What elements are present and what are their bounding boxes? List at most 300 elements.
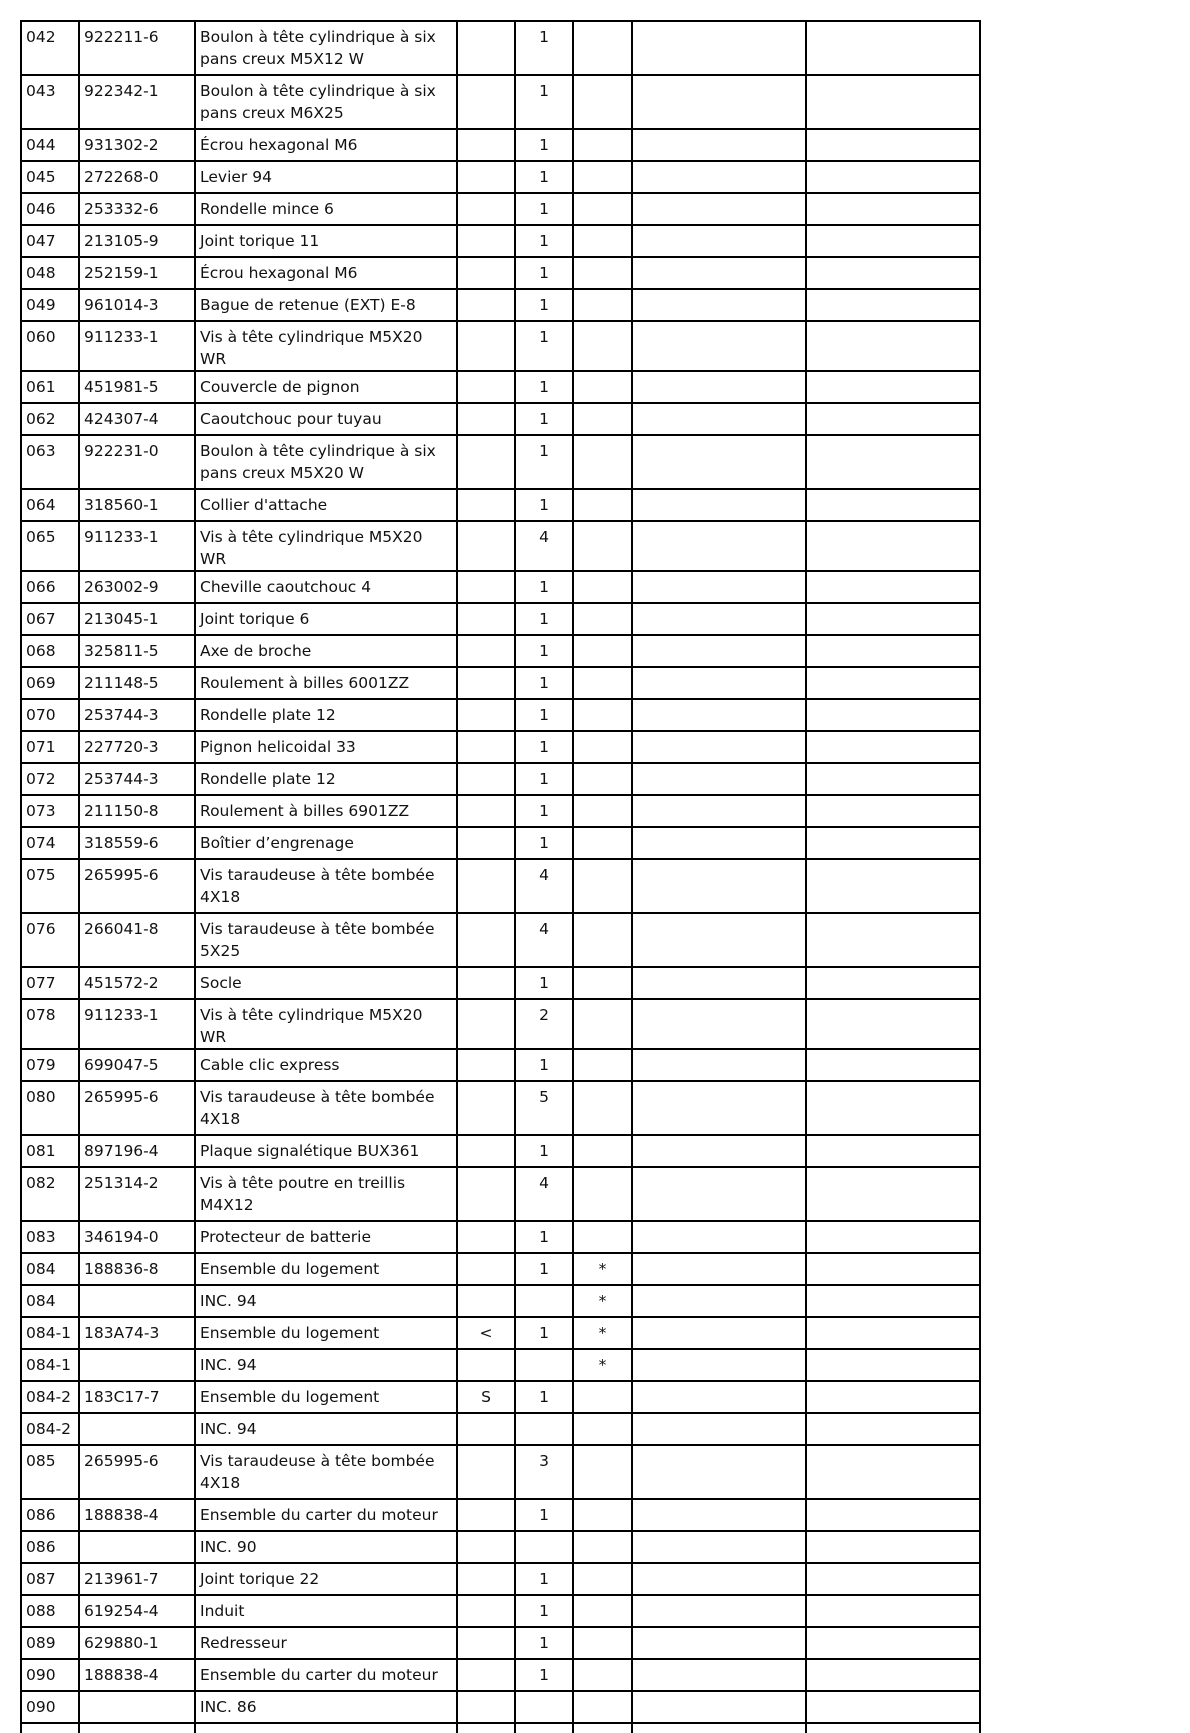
quantity-cell: 1	[515, 1135, 573, 1167]
empty-cell	[806, 1081, 980, 1135]
table-row	[21, 129, 980, 161]
description-cell: Caoutchouc pour tuyau	[195, 403, 457, 435]
part-number-cell	[79, 1691, 195, 1723]
item-number-cell: 075	[21, 859, 79, 913]
part-number-cell	[79, 1531, 195, 1563]
item-number-cell: 072	[21, 763, 79, 795]
quantity-cell: 1	[515, 1049, 573, 1081]
note-cell	[457, 999, 515, 1049]
quantity-cell: 4	[515, 913, 573, 967]
item-number-cell: 063	[21, 435, 79, 489]
item-number-cell: 068	[21, 635, 79, 667]
item-number-cell: 047	[21, 225, 79, 257]
table-row	[21, 859, 980, 913]
mark-cell	[573, 1627, 632, 1659]
empty-cell	[632, 1349, 806, 1381]
quantity-cell: 1	[515, 699, 573, 731]
quantity-cell: 1	[515, 403, 573, 435]
empty-cell	[632, 1691, 806, 1723]
quantity-cell: 1	[515, 967, 573, 999]
table-row	[21, 1049, 980, 1081]
quantity-cell: 1	[515, 371, 573, 403]
note-cell	[457, 1221, 515, 1253]
item-number-cell: 076	[21, 913, 79, 967]
table-row	[21, 1627, 980, 1659]
quantity-cell	[515, 1691, 573, 1723]
empty-cell	[632, 1723, 806, 1733]
empty-cell	[632, 1049, 806, 1081]
part-number-cell: 211150-8	[79, 795, 195, 827]
note-cell	[457, 859, 515, 913]
empty-cell	[632, 1445, 806, 1499]
note-cell	[457, 225, 515, 257]
description-cell: Vis à tête cylindrique M5X20 WR	[195, 999, 457, 1049]
mark-cell	[573, 435, 632, 489]
empty-cell	[806, 21, 980, 75]
table-row	[21, 1531, 980, 1563]
description-cell: Écrou hexagonal M6	[195, 129, 457, 161]
empty-cell	[632, 1221, 806, 1253]
note-cell	[457, 1659, 515, 1691]
table-row	[21, 161, 980, 193]
empty-cell	[806, 225, 980, 257]
empty-cell	[806, 75, 980, 129]
mark-cell	[573, 731, 632, 763]
table-row	[21, 289, 980, 321]
empty-cell	[806, 1253, 980, 1285]
mark-cell: *	[573, 1349, 632, 1381]
note-cell	[457, 795, 515, 827]
part-number-cell: 183C17-7	[79, 1381, 195, 1413]
empty-cell	[632, 1531, 806, 1563]
part-number-cell: 619254-4	[79, 1595, 195, 1627]
note-cell	[457, 371, 515, 403]
description-cell: Joint torique 11	[195, 225, 457, 257]
mark-cell	[573, 75, 632, 129]
mark-cell	[573, 1167, 632, 1221]
item-number-cell: 065	[21, 521, 79, 571]
item-number-cell: 074	[21, 827, 79, 859]
part-number-cell: 272268-0	[79, 161, 195, 193]
note-cell	[457, 21, 515, 75]
item-number-cell: 064	[21, 489, 79, 521]
part-number-cell: 251314-2	[79, 1167, 195, 1221]
table-row-cut-off	[21, 1723, 980, 1733]
description-cell: INC. 86	[195, 1691, 457, 1723]
table-row	[21, 1221, 980, 1253]
description-cell: Vis à tête poutre en treillis M4X12	[195, 1167, 457, 1221]
parts-table	[20, 20, 981, 1733]
item-number-cell: 077	[21, 967, 79, 999]
empty-cell	[632, 763, 806, 795]
description-cell: Protecteur de batterie	[195, 1221, 457, 1253]
description-cell: INC. 94	[195, 1285, 457, 1317]
part-number-cell: 213105-9	[79, 225, 195, 257]
table-row	[21, 1691, 980, 1723]
mark-cell	[573, 827, 632, 859]
mark-cell	[573, 1595, 632, 1627]
mark-cell	[573, 1499, 632, 1531]
empty-cell	[806, 763, 980, 795]
empty-cell	[632, 225, 806, 257]
empty-cell	[806, 371, 980, 403]
empty-cell	[806, 489, 980, 521]
quantity-cell: 1	[515, 129, 573, 161]
item-number-cell: 086	[21, 1499, 79, 1531]
description-cell: Ensemble du logement	[195, 1253, 457, 1285]
item-number-cell: 082	[21, 1167, 79, 1221]
note-cell	[457, 1167, 515, 1221]
empty-cell	[632, 913, 806, 967]
table-row	[21, 75, 980, 129]
parts-table-body	[21, 21, 980, 1733]
quantity-cell: 1	[515, 731, 573, 763]
mark-cell	[573, 1081, 632, 1135]
description-cell: Plaque signalétique BUX361	[195, 1135, 457, 1167]
note-cell	[457, 435, 515, 489]
table-row	[21, 1659, 980, 1691]
empty-cell	[632, 635, 806, 667]
part-number-cell: 213961-7	[79, 1563, 195, 1595]
table-row	[21, 1167, 980, 1221]
description-cell: Ensemble du carter du moteur	[195, 1499, 457, 1531]
table-row	[21, 603, 980, 635]
empty-cell	[806, 859, 980, 913]
empty-cell	[632, 129, 806, 161]
mark-cell	[573, 699, 632, 731]
mark-cell	[573, 603, 632, 635]
empty-cell	[806, 731, 980, 763]
table-row	[21, 1413, 980, 1445]
description-cell: Vis à tête cylindrique M5X20 WR	[195, 521, 457, 571]
empty-cell	[632, 795, 806, 827]
quantity-cell	[515, 1285, 573, 1317]
table-row	[21, 795, 980, 827]
empty-cell	[632, 667, 806, 699]
empty-cell	[806, 999, 980, 1049]
empty-cell	[806, 1049, 980, 1081]
item-number-cell: 084-1	[21, 1317, 79, 1349]
table-row	[21, 1381, 980, 1413]
note-cell	[457, 321, 515, 371]
empty-cell	[806, 913, 980, 967]
quantity-cell: 1	[515, 1317, 573, 1349]
quantity-cell: 1	[515, 321, 573, 371]
mark-cell	[573, 1381, 632, 1413]
empty-cell	[632, 1413, 806, 1445]
quantity-cell	[515, 1413, 573, 1445]
part-number-cell: 931302-2	[79, 129, 195, 161]
mark-cell	[573, 571, 632, 603]
mark-cell	[573, 967, 632, 999]
description-cell: Axe de broche	[195, 635, 457, 667]
quantity-cell: 1	[515, 827, 573, 859]
quantity-cell: 1	[515, 75, 573, 129]
part-number-cell: 325811-5	[79, 635, 195, 667]
table-row	[21, 1595, 980, 1627]
empty-cell	[806, 1445, 980, 1499]
description-cell: Pignon helicoidal 33	[195, 731, 457, 763]
empty-cell	[195, 1723, 457, 1733]
quantity-cell: 1	[515, 1499, 573, 1531]
table-row	[21, 731, 980, 763]
empty-cell	[632, 1167, 806, 1221]
note-cell	[457, 75, 515, 129]
quantity-cell: 1	[515, 1627, 573, 1659]
description-cell: Cheville caoutchouc 4	[195, 571, 457, 603]
note-cell	[457, 1049, 515, 1081]
item-number-cell: 045	[21, 161, 79, 193]
empty-cell	[515, 1723, 573, 1733]
empty-cell	[806, 699, 980, 731]
note-cell	[457, 1253, 515, 1285]
table-row	[21, 403, 980, 435]
note-cell	[457, 913, 515, 967]
item-number-cell: 073	[21, 795, 79, 827]
empty-cell	[632, 999, 806, 1049]
empty-cell	[806, 1691, 980, 1723]
empty-cell	[632, 1253, 806, 1285]
table-row	[21, 699, 980, 731]
quantity-cell: 1	[515, 193, 573, 225]
part-number-cell	[79, 1285, 195, 1317]
note-cell	[457, 489, 515, 521]
empty-cell	[632, 859, 806, 913]
part-number-cell: 451572-2	[79, 967, 195, 999]
empty-cell	[632, 257, 806, 289]
part-number-cell	[79, 1349, 195, 1381]
empty-cell	[806, 435, 980, 489]
description-cell: Levier 94	[195, 161, 457, 193]
quantity-cell: 1	[515, 21, 573, 75]
description-cell: Redresseur	[195, 1627, 457, 1659]
part-number-cell: 451981-5	[79, 371, 195, 403]
part-number-cell: 183A74-3	[79, 1317, 195, 1349]
note-cell	[457, 1081, 515, 1135]
mark-cell	[573, 999, 632, 1049]
item-number-cell: 066	[21, 571, 79, 603]
note-cell	[457, 1563, 515, 1595]
table-row	[21, 763, 980, 795]
table-row	[21, 913, 980, 967]
description-cell: Roulement à billes 6901ZZ	[195, 795, 457, 827]
mark-cell	[573, 225, 632, 257]
empty-cell	[806, 1627, 980, 1659]
empty-cell	[806, 635, 980, 667]
part-number-cell: 252159-1	[79, 257, 195, 289]
table-row	[21, 257, 980, 289]
mark-cell	[573, 667, 632, 699]
part-number-cell: 265995-6	[79, 1445, 195, 1499]
empty-cell	[806, 129, 980, 161]
description-cell: Boîtier d’engrenage	[195, 827, 457, 859]
empty-cell	[632, 1081, 806, 1135]
mark-cell	[573, 371, 632, 403]
description-cell: Écrou hexagonal M6	[195, 257, 457, 289]
mark-cell	[573, 321, 632, 371]
empty-cell	[632, 1381, 806, 1413]
quantity-cell	[515, 1531, 573, 1563]
table-row	[21, 967, 980, 999]
description-cell: Ensemble du logement	[195, 1317, 457, 1349]
description-cell: Socle	[195, 967, 457, 999]
table-row	[21, 1253, 980, 1285]
note-cell	[457, 521, 515, 571]
description-cell: Ensemble du carter du moteur	[195, 1659, 457, 1691]
empty-cell	[632, 1499, 806, 1531]
mark-cell	[573, 21, 632, 75]
empty-cell	[632, 489, 806, 521]
table-row	[21, 1285, 980, 1317]
empty-cell	[632, 731, 806, 763]
quantity-cell: 1	[515, 763, 573, 795]
description-cell: Rondelle plate 12	[195, 763, 457, 795]
item-number-cell: 084-2	[21, 1413, 79, 1445]
item-number-cell: 086	[21, 1531, 79, 1563]
quantity-cell	[515, 1349, 573, 1381]
note-cell	[457, 635, 515, 667]
note-cell	[457, 1349, 515, 1381]
mark-cell	[573, 1659, 632, 1691]
empty-cell	[573, 1723, 632, 1733]
quantity-cell: 1	[515, 225, 573, 257]
item-number-cell: 085	[21, 1445, 79, 1499]
table-row	[21, 521, 980, 571]
description-cell: Collier d'attache	[195, 489, 457, 521]
empty-cell	[806, 1349, 980, 1381]
note-cell	[457, 1413, 515, 1445]
mark-cell	[573, 1221, 632, 1253]
mark-cell	[573, 489, 632, 521]
empty-cell	[806, 1135, 980, 1167]
table-row	[21, 1349, 980, 1381]
empty-cell	[806, 403, 980, 435]
item-number-cell: 087	[21, 1563, 79, 1595]
mark-cell	[573, 403, 632, 435]
part-number-cell: 265995-6	[79, 859, 195, 913]
mark-cell	[573, 763, 632, 795]
part-number-cell: 897196-4	[79, 1135, 195, 1167]
quantity-cell: 1	[515, 1659, 573, 1691]
empty-cell	[632, 1135, 806, 1167]
quantity-cell: 1	[515, 257, 573, 289]
description-cell: Vis taraudeuse à tête bombée 4X18	[195, 859, 457, 913]
quantity-cell: 1	[515, 1563, 573, 1595]
quantity-cell: 1	[515, 1253, 573, 1285]
part-number-cell: 188838-4	[79, 1499, 195, 1531]
mark-cell	[573, 1691, 632, 1723]
item-number-cell: 071	[21, 731, 79, 763]
part-number-cell	[79, 1413, 195, 1445]
item-number-cell: 069	[21, 667, 79, 699]
part-number-cell: 318560-1	[79, 489, 195, 521]
mark-cell	[573, 521, 632, 571]
item-number-cell: 084-2	[21, 1381, 79, 1413]
part-number-cell: 213045-1	[79, 603, 195, 635]
table-row	[21, 1081, 980, 1135]
note-cell	[457, 827, 515, 859]
mark-cell	[573, 257, 632, 289]
description-cell: Boulon à tête cylindrique à six pans creux M5X20 W	[195, 435, 457, 489]
item-number-cell: 089	[21, 1627, 79, 1659]
quantity-cell: 1	[515, 667, 573, 699]
mark-cell	[573, 129, 632, 161]
table-row	[21, 1499, 980, 1531]
empty-cell	[632, 1659, 806, 1691]
description-cell: Roulement à billes 6001ZZ	[195, 667, 457, 699]
item-number-cell: 080	[21, 1081, 79, 1135]
note-cell	[457, 1531, 515, 1563]
quantity-cell: 1	[515, 1595, 573, 1627]
item-number-cell: 079	[21, 1049, 79, 1081]
mark-cell	[573, 193, 632, 225]
part-number-cell: 424307-4	[79, 403, 195, 435]
quantity-cell: 1	[515, 571, 573, 603]
description-cell: Rondelle mince 6	[195, 193, 457, 225]
note-cell	[457, 1499, 515, 1531]
part-number-cell: 253744-3	[79, 763, 195, 795]
note-cell	[457, 603, 515, 635]
note-cell	[457, 403, 515, 435]
part-number-cell: 227720-3	[79, 731, 195, 763]
item-number-cell: 081	[21, 1135, 79, 1167]
item-number-cell: 070	[21, 699, 79, 731]
empty-cell	[806, 667, 980, 699]
empty-cell	[632, 75, 806, 129]
part-number-cell: 253332-6	[79, 193, 195, 225]
description-cell: INC. 94	[195, 1349, 457, 1381]
item-number-cell: 048	[21, 257, 79, 289]
quantity-cell: 1	[515, 795, 573, 827]
item-number-cell: 062	[21, 403, 79, 435]
description-cell: Boulon à tête cylindrique à six pans creux M5X12 W	[195, 21, 457, 75]
table-row	[21, 193, 980, 225]
description-cell: INC. 94	[195, 1413, 457, 1445]
part-number-cell: 188836-8	[79, 1253, 195, 1285]
note-cell	[457, 193, 515, 225]
quantity-cell: 5	[515, 1081, 573, 1135]
empty-cell	[632, 21, 806, 75]
description-cell: Rondelle plate 12	[195, 699, 457, 731]
note-cell	[457, 257, 515, 289]
table-row	[21, 1563, 980, 1595]
empty-cell	[806, 1659, 980, 1691]
table-row	[21, 435, 980, 489]
note-cell	[457, 1595, 515, 1627]
part-number-cell: 188838-4	[79, 1659, 195, 1691]
empty-cell	[806, 1381, 980, 1413]
empty-cell	[806, 795, 980, 827]
quantity-cell: 4	[515, 859, 573, 913]
description-cell: Induit	[195, 1595, 457, 1627]
table-row	[21, 827, 980, 859]
quantity-cell: 3	[515, 1445, 573, 1499]
part-number-cell: 629880-1	[79, 1627, 195, 1659]
part-number-cell: 211148-5	[79, 667, 195, 699]
part-number-cell: 922231-0	[79, 435, 195, 489]
item-number-cell: 083	[21, 1221, 79, 1253]
note-cell	[457, 1445, 515, 1499]
note-cell	[457, 667, 515, 699]
empty-cell	[632, 1595, 806, 1627]
quantity-cell: 4	[515, 1167, 573, 1221]
description-cell: Bague de retenue (EXT) E-8	[195, 289, 457, 321]
empty-cell	[632, 1627, 806, 1659]
part-number-cell: 263002-9	[79, 571, 195, 603]
empty-cell	[806, 161, 980, 193]
description-cell: Vis à tête cylindrique M5X20 WR	[195, 321, 457, 371]
item-number-cell: 084	[21, 1285, 79, 1317]
